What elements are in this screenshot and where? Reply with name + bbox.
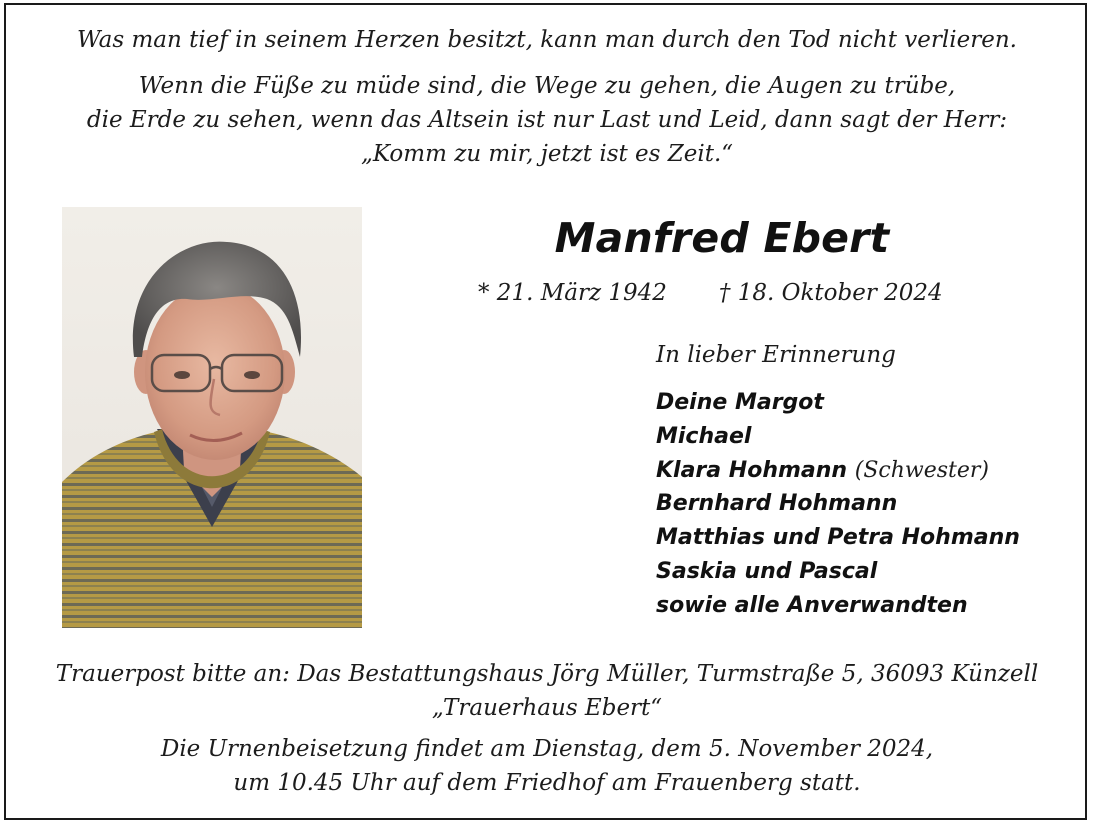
list-item: sowie alle Anverwandten	[656, 592, 968, 618]
list-item: Deine Margot	[656, 390, 824, 415]
life-dates	[478, 280, 943, 306]
footer-line-4: um 10.45 Uhr auf dem Friedhof am Frauenberg statt.	[233, 770, 861, 796]
list-item: Saskia und Pascal	[656, 558, 878, 584]
list-item: Bernhard Hohmann	[656, 491, 898, 517]
portrait-photo	[62, 207, 362, 628]
list-item: Matthias und Petra Hohmann	[656, 525, 1020, 551]
quote-line-2: Wenn die Füße zu müde sind, die Wege zu gehen, die Augen zu trübe,	[138, 73, 956, 99]
birth-date: * 21. März 1942	[478, 280, 667, 306]
quote-line-1: Was man tief in seinem Herzen besitzt, kann man durch den Tod nicht verlieren.	[77, 27, 1017, 53]
list-item: Michael	[656, 423, 752, 449]
death-date: † 18. Oktober 2024	[718, 280, 943, 306]
family-list	[656, 386, 1020, 623]
deceased-name: Manfred Ebert	[554, 214, 890, 262]
footer-line-3: Die Urnenbeisetzung findet am Dienstag, dem 5. November 2024,	[160, 736, 934, 762]
list-item: Klara Hohmann (Schwester)	[656, 457, 989, 483]
relation-label: (Schwester)	[854, 457, 989, 483]
quote-line-3: die Erde zu sehen, wenn das Altsein ist nur Last und Leid, dann sagt der Herr:	[86, 107, 1008, 133]
memory-label: In lieber Erinnerung	[656, 342, 896, 368]
quote-line-4: „Komm zu mir, jetzt ist es Zeit.“	[360, 141, 734, 167]
footer-line-1: Trauerpost bitte an: Das Bestattungshaus Jörg Müller, Turmstraße 5, 36093 Künzell	[55, 661, 1039, 687]
footer-line-2: „Trauerhaus Ebert“	[431, 695, 663, 721]
